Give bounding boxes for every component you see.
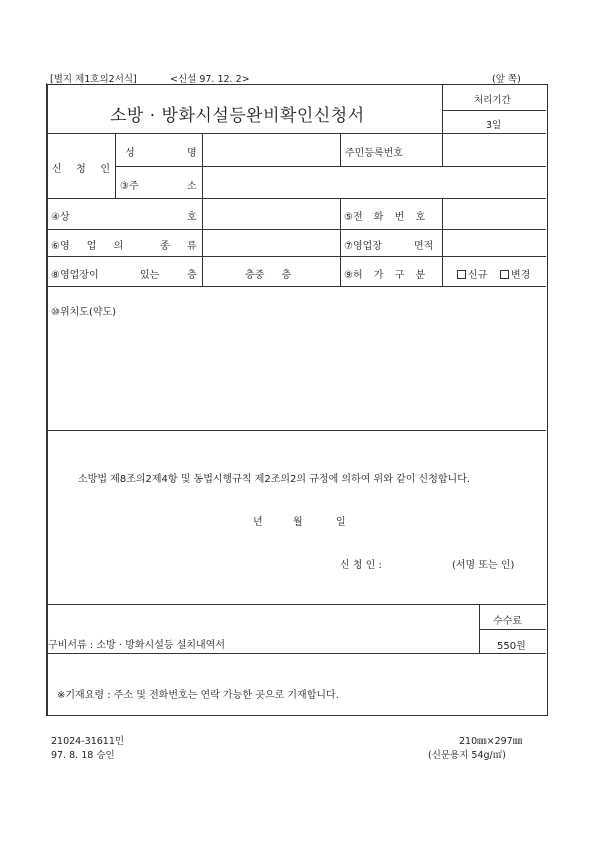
permit-new-label: 신규 <box>468 270 488 281</box>
floor-label-mid: 있는 <box>140 270 160 281</box>
trade-name-field[interactable] <box>203 199 339 228</box>
fee-col-rule <box>479 604 480 653</box>
mid-col-rule-left <box>340 198 341 286</box>
form-label: [별지 제1호의2서식] <box>50 74 137 85</box>
permit-change-label: 변경 <box>511 270 531 281</box>
fee-divider <box>479 629 546 630</box>
date-month-label: 월 <box>293 517 303 528</box>
row-rule-5 <box>47 256 546 257</box>
permit-new-checkbox[interactable] <box>457 270 466 279</box>
row-rule-9 <box>47 653 546 654</box>
floor-label: ⑧영업장이 <box>51 270 99 281</box>
writing-guide-note: ※기재요령 : 주소 및 전화번호는 연락 가능한 곳으로 기재합니다. <box>57 690 339 701</box>
row-rule-1 <box>47 133 546 134</box>
signature-note: (서명 또는 인) <box>452 560 515 571</box>
revision-note: <신설 97. 12. 2> <box>170 74 250 85</box>
form-title: 소방 · 방화시설등완비확인신청서 <box>110 106 365 126</box>
resident-col-rule-left <box>340 133 341 166</box>
business-type-field[interactable] <box>203 230 339 255</box>
permit-new-option[interactable] <box>457 266 487 281</box>
permit-change-checkbox[interactable] <box>500 270 509 279</box>
row-rule-7 <box>47 430 546 431</box>
processing-period-label: 처리기간 <box>474 95 511 106</box>
phone-label: ⑤전 화 번 호 <box>344 212 426 223</box>
address-label: ③주 <box>120 181 139 192</box>
trade-name-label: ④상 <box>51 212 70 223</box>
applicant-signature-label: 신 청 인 : <box>340 560 382 571</box>
floor-value: 층중 층 <box>245 270 292 281</box>
resident-no-label: 주민등록번호 <box>345 148 403 159</box>
address-label-2: 소 <box>187 181 197 192</box>
address-field[interactable] <box>203 167 545 197</box>
name-label-2: 명 <box>187 148 197 159</box>
applicant-label: 신 청 인 <box>52 164 110 175</box>
processing-divider <box>442 110 546 111</box>
page-side: (앞 쪽) <box>492 74 521 85</box>
area-label: ⑦영업장 <box>344 241 382 252</box>
name-label: 성 <box>125 148 135 159</box>
floor-label-2: 층 <box>187 270 197 281</box>
location-map-label: ⑩위치도(약도) <box>51 307 117 318</box>
required-documents: 구비서류 : 소방 · 방화시설등 설치내역서 <box>48 640 226 651</box>
border-shadow-bottom <box>46 715 548 716</box>
business-type-label-2: 종 류 <box>160 241 197 252</box>
date-year-label: 년 <box>253 517 263 528</box>
area-field[interactable] <box>443 230 545 255</box>
business-type-label: ⑥영 업 의 <box>51 241 124 252</box>
area-label-2: 면적 <box>414 241 434 252</box>
paper-size: 210㎜×297㎜ <box>459 736 523 747</box>
row-rule-6 <box>47 286 546 287</box>
permit-type-label: ⑨허 가 구 분 <box>344 270 426 281</box>
phone-field[interactable] <box>443 199 545 228</box>
resident-no-field[interactable] <box>443 135 545 165</box>
row-rule-8 <box>47 604 546 605</box>
border-shadow-left <box>46 83 47 716</box>
applicant-col-rule <box>115 133 116 198</box>
fee-label: 수수료 <box>493 616 522 627</box>
permit-change-option[interactable] <box>500 266 530 281</box>
name-field[interactable] <box>203 135 339 165</box>
title-divider <box>442 85 443 133</box>
processing-period-value: 3일 <box>486 120 502 131</box>
approval-date: 97. 8. 18 승인 <box>51 750 115 761</box>
statement-text: 소방법 제8조의2제4항 및 동법시행규칙 제2조의2의 규정에 의하여 위와 같이 신청합니다. <box>78 474 471 485</box>
location-map-area[interactable] <box>48 318 545 428</box>
fee-value: 550원 <box>497 641 526 652</box>
date-day-label: 일 <box>336 517 346 528</box>
trade-name-label-2: 호 <box>187 212 197 223</box>
form-code: 21024-31611민 <box>51 736 125 747</box>
paper-type: (신문용지 54g/㎡) <box>428 750 506 761</box>
